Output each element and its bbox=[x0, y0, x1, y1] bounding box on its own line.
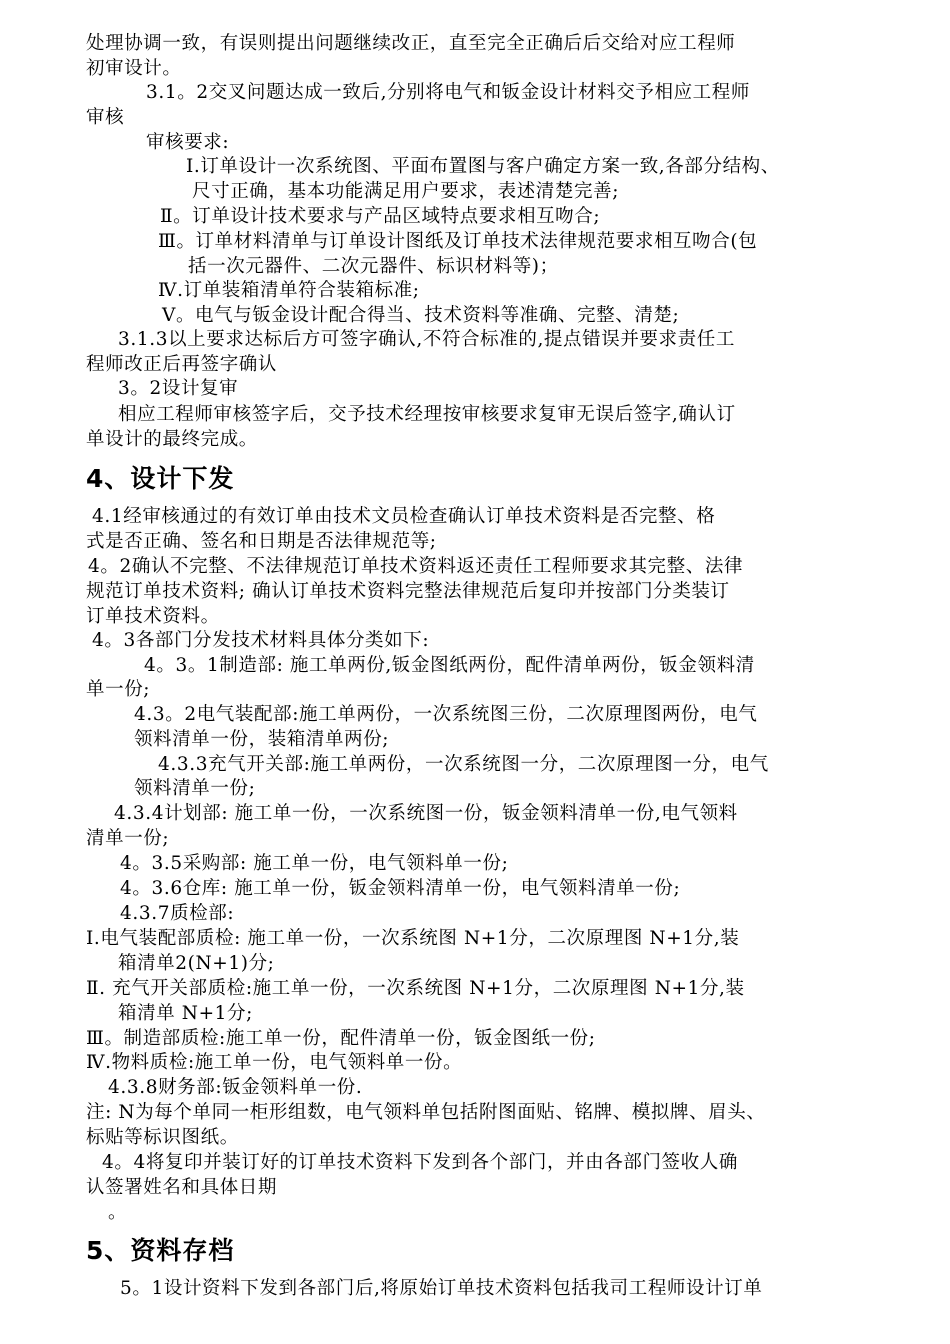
section-heading-5: 5、资料存档 bbox=[86, 1236, 235, 1265]
text-line: 相应工程师审核签字后，交予技术经理按审核要求复审无误后签字,确认订 bbox=[118, 404, 736, 425]
text-line: 规范订单技术资料; 确认订单技术资料完整法律规范后复印并按部门分类装订 bbox=[86, 581, 730, 602]
text-line: 4.3.4计划部: 施工单一份，一次系统图一份，钣金领料清单一份,电气领料 bbox=[114, 803, 738, 824]
text-line: 单一份; bbox=[86, 679, 151, 700]
text-line: 处理协调一致，有误则提出问题继续改正，直至完全正确后后交给对应工程师 bbox=[86, 33, 736, 54]
text-line: 箱清单2(N+1)分; bbox=[118, 953, 275, 974]
text-line: 审核 bbox=[86, 107, 125, 128]
text-line: 3。2设计复审 bbox=[118, 378, 239, 399]
text-line: Ⅰ.电气装配部质检: 施工单一份，一次系统图 N+1分，二次原理图 N+1分,装 bbox=[86, 928, 740, 949]
text-line: 箱清单 N+1分; bbox=[118, 1003, 253, 1024]
text-line: 4.1经审核通过的有效订单由技术文员检查确认订单技术资料是否完整、格 bbox=[92, 506, 716, 527]
text-line: 尺寸正确，基本功能满足用户要求，表述清楚完善; bbox=[192, 181, 620, 202]
text-line: 式是否正确、签名和日期是否法律规范等; bbox=[86, 531, 437, 552]
text-line: 订单技术资料。 bbox=[86, 606, 220, 627]
text-line: 。 bbox=[108, 1202, 128, 1223]
text-line: Ⅳ.物料质检:施工单一份，电气领料单一份。 bbox=[86, 1052, 463, 1073]
text-line: 4。2确认不完整、不法律规范订单技术资料返还责任工程师要求其完整、法律 bbox=[88, 556, 744, 577]
text-line: 4。3各部门分发技术材料具体分类如下: bbox=[92, 630, 430, 651]
text-line: 4。3.6仓库: 施工单一份，钣金领料清单一份，电气领料清单一份; bbox=[120, 878, 681, 899]
text-line: Ⅰ.订单设计一次系统图、平面布置图与客户确定方案一致,各部分结构、 bbox=[186, 156, 780, 177]
text-line: 5。1设计资料下发到各部门后,将原始订单技术资料包括我司工程师设计订单 bbox=[120, 1278, 763, 1299]
text-line: 4.3.8财务部:钣金领料单一份. bbox=[108, 1077, 363, 1098]
text-line: Ⅱ。订单设计技术要求与产品区域特点要求相互吻合; bbox=[160, 206, 601, 227]
text-line: 4.3.3充气开关部:施工单两份，一次系统图一分，二次原理图一分，电气 bbox=[158, 754, 769, 775]
text-line: 标贴等标识图纸。 bbox=[86, 1127, 239, 1148]
text-line: 程师改正后再签字确认 bbox=[86, 354, 278, 375]
text-line: 括一次元器件、二次元器件、标识材料等)； bbox=[188, 256, 559, 277]
text-line: 4。4将复印并装订好的订单技术资料下发到各个部门，并由各部门签收人确 bbox=[102, 1152, 738, 1173]
text-line: 注: N为每个单同一柜形组数，电气领料单包括附图面贴、铭牌、模拟牌、眉头、 bbox=[86, 1102, 766, 1123]
text-line: 认签署姓名和具体日期 bbox=[86, 1177, 278, 1198]
text-line: 3.1.3以上要求达标后方可签字确认,不符合标准的,提点错误并要求责任工 bbox=[118, 329, 735, 350]
text-line: 4.3。2电气装配部:施工单两份，一次系统图三份，二次原理图两份，电气 bbox=[134, 704, 758, 725]
text-line: 初审设计。 bbox=[86, 58, 182, 79]
text-line: 领料清单一份; bbox=[134, 778, 256, 799]
text-line: 审核要求: bbox=[146, 132, 230, 153]
text-line: 单设计的最终完成。 bbox=[86, 429, 258, 450]
text-line: 4。3。1制造部: 施工单两份,钣金图纸两份，配件清单两份，钣金领料清 bbox=[144, 655, 755, 676]
text-line: 4。3.5采购部: 施工单一份，电气领料单一份; bbox=[120, 853, 509, 874]
text-line: 领料清单一份，装箱清单两份; bbox=[134, 729, 390, 750]
text-line: 清单一份; bbox=[86, 828, 170, 849]
text-line: Ⅲ。制造部质检:施工单一份，配件清单一份，钣金图纸一份; bbox=[86, 1028, 596, 1049]
text-line: 3.1。2交叉问题达成一致后,分别将电气和钣金设计材料交予相应工程师 bbox=[146, 82, 750, 103]
section-heading-4: 4、设计下发 bbox=[86, 464, 235, 493]
text-line: Ⅱ. 充气开关部质检:施工单一份，一次系统图 N+1分，二次原理图 N+1分,装 bbox=[86, 978, 745, 999]
text-line: Ⅲ。订单材料清单与订单设计图纸及订单技术法律规范要求相互吻合(包 bbox=[158, 231, 758, 252]
text-line: 4.3.7质检部: bbox=[120, 903, 235, 924]
text-line: Ⅴ。电气与钣金设计配合得当、技术资料等准确、完整、清楚; bbox=[162, 305, 680, 326]
text-line: Ⅳ.订单装箱清单符合装箱标准; bbox=[158, 280, 420, 301]
